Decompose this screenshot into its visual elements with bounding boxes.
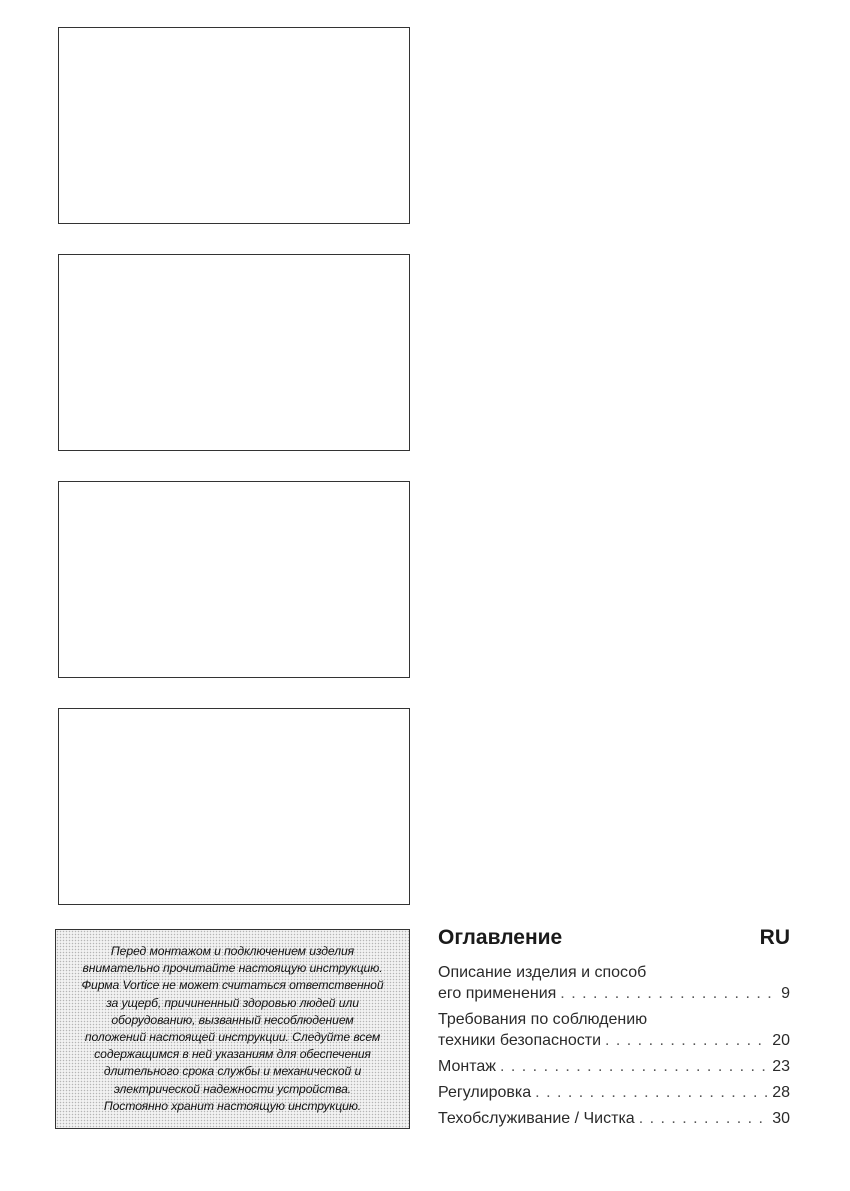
toc-entry-line1: Описание изделия и способ	[438, 964, 647, 981]
toc-entry-label: Монтаж	[438, 1058, 496, 1075]
toc-entry[interactable]	[438, 1056, 790, 1077]
toc-page-number: 23	[772, 1058, 790, 1075]
toc-leader-dots	[535, 1082, 768, 1103]
safety-notice-box	[55, 929, 410, 1129]
safety-notice-text	[65, 943, 400, 1115]
toc-page-number: 28	[772, 1084, 790, 1101]
empty-frame-4	[58, 708, 410, 905]
notice-line: длительного срока службы и механической и	[103, 1064, 362, 1079]
notice-line: Фирма Vortice не может считаться ответственной	[81, 978, 384, 993]
notice-line: за ущерб, причиненный здоровью людей или	[106, 995, 359, 1010]
table-of-contents	[438, 962, 790, 1134]
toc-page-number: 9	[781, 985, 790, 1002]
toc-leader-dots	[639, 1108, 769, 1129]
toc-entry-label: его применения	[438, 985, 557, 1002]
toc-leader-dots	[560, 983, 777, 1004]
toc-header	[438, 926, 790, 958]
toc-entry-line1: Требования по соблюдению	[438, 1011, 648, 1028]
toc-entry-label: техники безопасности	[438, 1032, 601, 1049]
toc-entry[interactable]	[438, 1108, 790, 1129]
empty-frame-2	[58, 254, 410, 451]
toc-entry[interactable]	[438, 1009, 790, 1051]
notice-line: внимательно прочитайте настоящую инструкцию.	[82, 961, 383, 976]
toc-leader-dots	[605, 1030, 768, 1051]
toc-leader-dots	[500, 1056, 768, 1077]
notice-line: оборудованию, вызванный несоблюдением	[111, 1012, 354, 1027]
notice-line: Постоянно хранит настоящую инструкцию.	[103, 1098, 362, 1113]
empty-frame-3	[58, 481, 410, 678]
notice-line: Перед монтажом и подключением изделия	[110, 943, 355, 958]
toc-entry-label: Техобслуживание / Чистка	[438, 1110, 635, 1127]
toc-page-number: 20	[772, 1032, 790, 1049]
empty-frame-1	[58, 27, 410, 224]
toc-title: Оглавление	[438, 926, 563, 949]
notice-line: положений настоящей инструкции. Следуйте всем	[84, 1030, 381, 1044]
notice-line: электрической надежности устройства.	[113, 1081, 352, 1096]
toc-entry[interactable]	[438, 962, 790, 1004]
toc-page-number: 30	[772, 1110, 790, 1127]
notice-line: содержащимся в ней указаниям для обеспечения	[94, 1047, 371, 1062]
toc-entry[interactable]	[438, 1082, 790, 1103]
toc-entry-label: Регулировка	[438, 1084, 532, 1101]
language-code: RU	[759, 926, 790, 949]
